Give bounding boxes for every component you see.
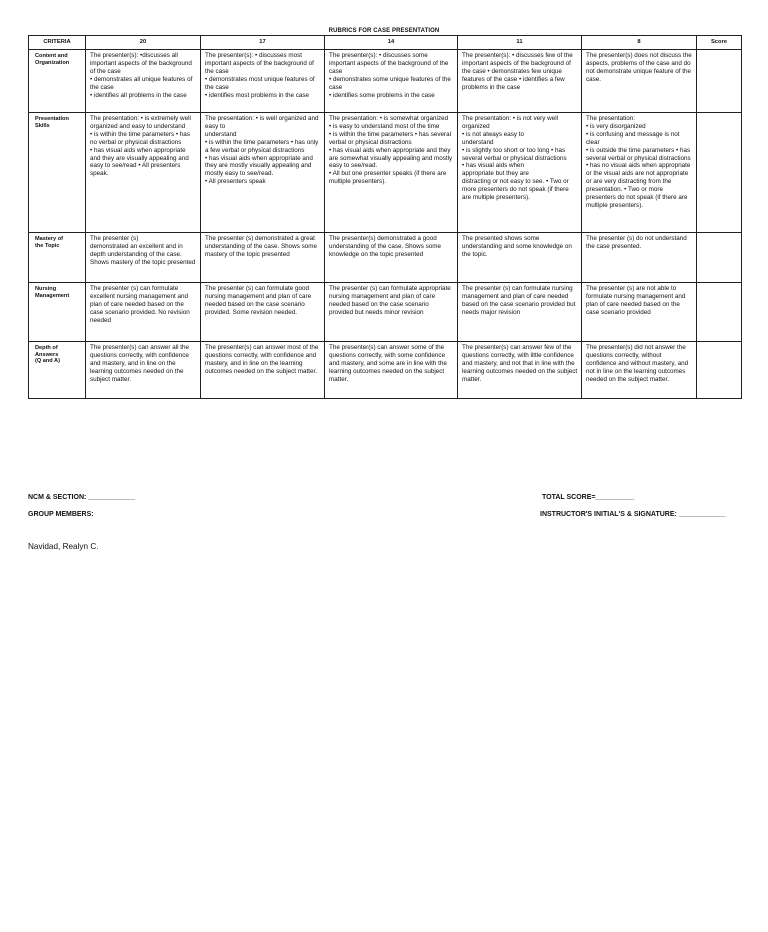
instructor-signature-field: INSTRUCTOR'S INITIAL'S & SIGNATURE: ____________ <box>540 511 726 518</box>
score-cell[interactable] <box>697 50 742 113</box>
table-cell: The presenter (s) can formulate appropriate nursing management and plan of care needed based on the case scenario provided but needs minor revision <box>325 283 458 342</box>
table-cell: The presenter (s) can formulate excellent nursing management and plan of care needed based on the case scenario provided. No revision needed <box>86 283 201 342</box>
table-cell: The presentation: • is well organized and easy to understand • is within the time parameters • has only a few verbal or physical distractions • has visual aids when appropriate and they are mostly visually appealing and mostly easy to see/read. • All presenters speak <box>201 113 325 233</box>
group-members-label: GROUP MEMBERS: <box>28 511 94 518</box>
header-row <box>29 36 742 50</box>
table-cell: The presenter(s) can answer all the questions correctly, with confidence and mastery, and in line on the learning outcomes needed on the subject matter. <box>86 342 201 399</box>
column-header: Score <box>697 36 742 50</box>
table-cell: The presented shows some understanding and some knowledge on the topic. <box>458 233 582 283</box>
page-title: RUBRICS FOR CASE PRESENTATION <box>328 28 440 34</box>
criteria-cell: Content and Organization <box>29 50 86 113</box>
table-cell: The presenter(s) does not discuss the aspects, problems of the case and do not demonstrate unique feature of the case. <box>582 50 697 113</box>
table-cell: The presentation: • is extremely well organized and easy to understand • is within the time parameters • has no verbal or physical distractions • has visual aids when appropriate and they are visually appealing and easy to see/read • All presenters speak. <box>86 113 201 233</box>
ncm-section-field: NCM & SECTION: ____________ <box>28 494 135 501</box>
column-header: CRITERIA <box>29 36 86 50</box>
score-cell[interactable] <box>697 233 742 283</box>
table-cell: The presenter (s) do not understand the case presented. <box>582 233 697 283</box>
column-header: 14 <box>325 36 458 50</box>
table-row <box>29 233 742 283</box>
table-cell: The presenter (s) can formulate good nursing management and plan of care needed based on the case scenario provided. Some revision needed. <box>201 283 325 342</box>
table-cell: The presentation: • is not very well organized • is not always easy to understand • is slightly too short or too long • has several verbal or physical distractions • has visual aids when appropriate but they are distracting or not easy to see. • Two or more presenters do not speak (if there are multiple presenters). <box>458 113 582 233</box>
table-cell: The presenter(s) can answer most of the questions correctly, with confidence and mastery, and in line on the learning outcomes needed on the subject matter. <box>201 342 325 399</box>
criteria-cell: Depth of Answers (Q and A) <box>29 342 86 399</box>
column-header: 11 <box>458 36 582 50</box>
table-row <box>29 113 742 233</box>
table-cell: The presenter(s) can answer some of the questions correctly, with some confidence and mastery, and some are in line with the learning outcomes needed on the subject matter. <box>325 342 458 399</box>
total-score-field: TOTAL SCORE=__________ <box>542 494 635 501</box>
table-cell: The presenter (s) demonstrated an excellent and in depth understanding of the case. Shows mastery of the topic presented <box>86 233 201 283</box>
table-cell: The presentation: • is very disorganized • is confusing and message is not clear • is outside the time parameters • has several verbal or physical distractions • has no visual aids when appropriate or the visual aids are not appropriate or are very distracting from the presentation. • Two or more presenters do not speak (if there are multiple presenters). <box>582 113 697 233</box>
table-cell: The presentation: • is somewhat organized • is easy to understand most of the time • is within the time parameters • has several verbal or physical distractions • has visual aids when appropriate and they are somewhat visually appealing and mostly easy to see/read. • All but one presenter speaks (if there are multiple presenters). <box>325 113 458 233</box>
table-cell: The presenter (s) demonstrated a great understanding of the case. Shows some mastery of the topic presented <box>201 233 325 283</box>
score-cell[interactable] <box>697 113 742 233</box>
table-cell: The presenter(s) can answer few of the questions correctly, with little confidence and mastery, and not that in line with the learning outcomes needed on the subject matter. <box>458 342 582 399</box>
table-cell: The presenter(s) did not answer the questions correctly, without confidence and without mastery, and not in line on the learning outcomes needed on the subject matter. <box>582 342 697 399</box>
criteria-cell: Mastery of the Topic <box>29 233 86 283</box>
table-cell: The presenter (s) can formulate nursing management and plan of care needed based on the case scenario provided but needs major revision <box>458 283 582 342</box>
rubric-table <box>28 35 742 399</box>
score-cell[interactable] <box>697 283 742 342</box>
table-cell: The presenter(s): •discusses all important aspects of the background of the case • demonstrates all unique features of the case • identifies all problems in the case <box>86 50 201 113</box>
table-row <box>29 50 742 113</box>
table-cell: The presenter(s) demonstrated a good understanding of the case. Shows some knowledge on the topic presented <box>325 233 458 283</box>
student-name: Navidad, Realyn C. <box>28 542 99 551</box>
criteria-cell: Presentation Skills <box>29 113 86 233</box>
table-cell: The presenter(s): • discusses few of the important aspects of the background of the case • demonstrates few unique features of the case • identifies a few problems in the case <box>458 50 582 113</box>
table-row <box>29 283 742 342</box>
table-cell: The presenter (s) are not able to formulate nursing management and plan of care needed based on the case scenario provided <box>582 283 697 342</box>
score-cell[interactable] <box>697 342 742 399</box>
column-header: 8 <box>582 36 697 50</box>
table-row <box>29 342 742 399</box>
criteria-cell: Nursing Management <box>29 283 86 342</box>
table-cell: The presenter(s): • discusses most important aspects of the background of the case • demonstrates most unique features of the case • identifies most problems in the case <box>201 50 325 113</box>
table-cell: The presenter(s): • discusses some important aspects of the background of the case • demonstrates some unique features of the case • identifies some problems in the case <box>325 50 458 113</box>
column-header: 20 <box>86 36 201 50</box>
column-header: 17 <box>201 36 325 50</box>
